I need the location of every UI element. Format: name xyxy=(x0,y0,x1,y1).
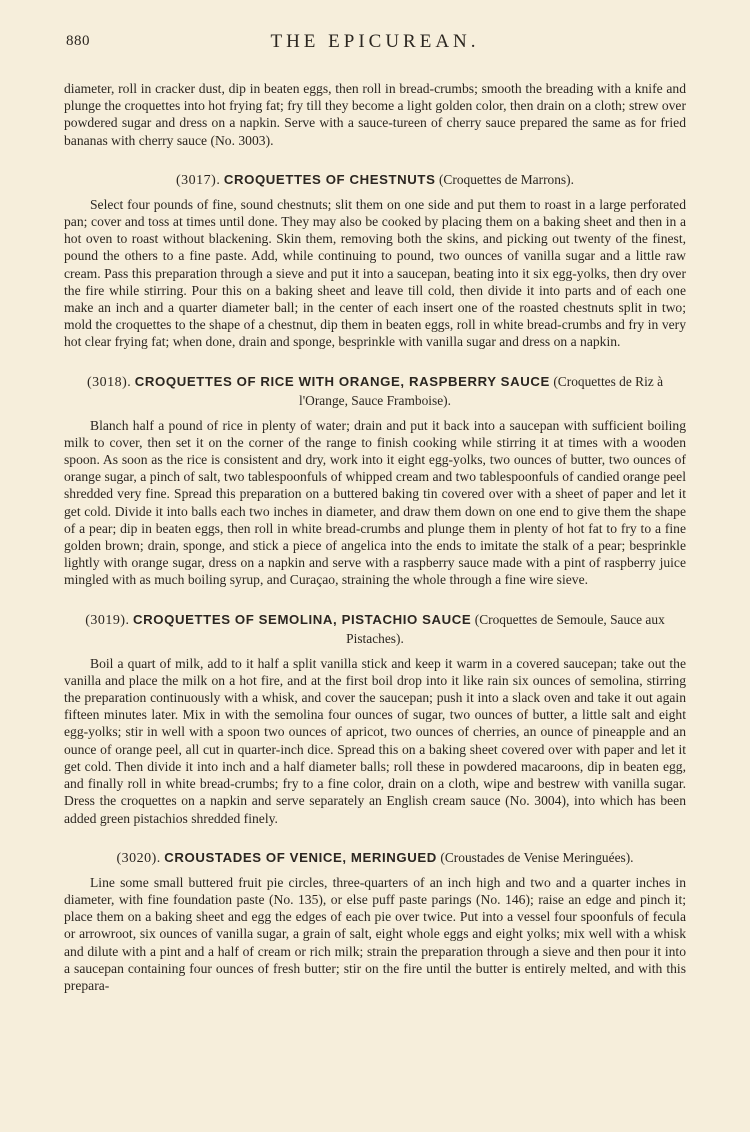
recipe-number: (3018). xyxy=(86,374,132,390)
recipe-text: Select four pounds of fine, sound chestnuts; slit them on one side and put them to roast in a large perforated pan; cover and toss at times until done. They may also be cooked by placing them on a baking sheet and then in a hot oven to roast without blackening. Skin them, removing both the skins, and picking out twenty of the finest, pound the others to a fine paste. Add, while continuing to pound, two ounces of vanilla sugar and a little raw cream. Pass this preparation through a sieve and put it into a saucepan, beating into it six egg-yolks, then dry over the fire while stirring. Pour this on a baking sheet and leave till cold, then divide it into parts and of each one make an inch and a quarter diameter ball; in the center of each insert one of the roasted chestnuts split in two; mold the croquettes to the shape of a chestnut, dip them in beaten eggs, roll in white bread-crumbs and fry in very hot clear frying fat; when done, drain and sponge, besprinkle with vanilla sugar and dress on a napkin. xyxy=(64,196,686,350)
recipe-3018 xyxy=(64,373,686,589)
page-number: 880 xyxy=(66,33,90,49)
recipe-text: Line some small buttered fruit pie circles, three-quarters of an inch high and two and a quarter inches in diameter, with fine foundation paste (No. 135), or else puff paste parings (No. 146); raise an edge and pinch it; place them on a baking sheet and egg the edges of each pie over twice. Put into a vessel four spoonfuls of fecula or arrowroot, six ounces of vanilla sugar, a grain of salt, eight whole eggs and eight yolks; mix well with a whisk and dilute with a pint and a half of cream or rich milk; strain the preparation through a sieve and then pour it into a saucepan containing four ounces of fresh butter; stir on the fire until the butter is entirely melted, and with this prepara- xyxy=(64,874,686,993)
recipe-number: (3017). xyxy=(176,172,221,188)
recipe-title: CROUSTADES OF VENICE, MERINGUED xyxy=(164,849,437,865)
recipe-french-title: (Croquettes de Semoule, Sauce aux Pistaches). xyxy=(346,611,665,646)
recipe-heading xyxy=(64,849,686,868)
running-title: THE EPICUREAN. xyxy=(270,31,480,52)
recipe-number: (3020). xyxy=(116,850,161,866)
recipe-heading xyxy=(64,171,686,190)
recipe-title: CROQUETTES OF RICE WITH ORANGE, RASPBERRY SAUCE xyxy=(134,373,550,389)
recipe-french-title: (Croquettes de Riz à l'Orange, Sauce Framboise). xyxy=(299,373,664,408)
recipe-heading xyxy=(64,611,686,649)
recipe-french-title: (Croquettes de Marrons). xyxy=(438,171,574,187)
page-body xyxy=(64,80,686,994)
recipe-french-title: (Croustades de Venise Meringuées). xyxy=(440,849,634,865)
recipe-3019 xyxy=(64,611,686,827)
recipe-3017 xyxy=(64,171,686,351)
recipe-heading xyxy=(64,373,686,411)
recipe-title: CROQUETTES OF CHESTNUTS xyxy=(223,171,436,187)
recipe-3020 xyxy=(64,849,686,994)
recipe-text: Boil a quart of milk, add to it half a split vanilla stick and keep it warm in a covered saucepan; take out the vanilla and place the milk on a hot fire, and at the first boil drop into it like rain six ounces of semolina, stirring the preparation continuously with a whisk, and cover the saucepan; push it into a slack oven and take it out again fifteen minutes later. Mix in with the semolina four ounces of sugar, two ounces of butter, a little salt and eight egg-yolks; stir in well with a spoon two ounces of apricot, two ounces of cherries, an ounce of pineapple and an ounce of orange peel, all cut in quarter-inch dice. Spread this on a baking sheet covered over with paper and let it get cold. Then divide it into inch and a half diameter balls; roll these in powdered macaroons, dip in beaten egg, and finally roll in white bread-crumbs; fry to a fine color, drain on a cloth, wipe and bestrew with vanilla sugar. Dress the croquettes on a napkin and serve separately an English cream sauce (No. 3004), into which has been added green pistachios shredded finely. xyxy=(64,655,686,826)
continued-paragraph: diameter, roll in cracker dust, dip in beaten eggs, then roll in bread-crumbs; smooth the breading with a knife and plunge the croquettes into hot frying fat; fry till they become a light golden color, then drain on a cloth; strew over powdered sugar and dress on a napkin. Serve with a sauce-tureen of cherry sauce prepared the same as for fried bananas with cherry sauce (No. 3003). xyxy=(64,81,686,148)
recipe-title: CROQUETTES OF SEMOLINA, PISTACHIO SAUCE xyxy=(133,611,472,627)
recipe-number: (3019). xyxy=(85,612,130,628)
recipe-text: Blanch half a pound of rice in plenty of water; drain and put it back into a saucepan with sufficient boiling milk to cover, then set it on the corner of the range to finish cooking while stirring it at times with a wooden spoon. As soon as the rice is consistent and dry, work into it eight egg-yolks, two ounces of butter, two ounces of orange sugar, a pinch of salt, two tablespoonfuls of whipped cream and two tablespoonfuls of candied orange peel shredded very fine. Spread this preparation on a buttered baking tin covered over with a sheet of paper and let it get cold. Divide it into balls each two inches in diameter, and draw them down on one end to give them the shape of a pear; dip in beaten eggs, then roll in white bread-crumbs and plunge them in plenty of hot fat to fry to a fine golden brown; drain, sponge, and stick a piece of angelica into the ends to imitate the stalk of a pear; besprinkle lightly with orange sugar, dress on a napkin and serve with a raspberry sauce made with a pint of raspberry juice mingled with as much boiling syrup, and Curaçao, straining the whole through a fine wire sieve. xyxy=(64,417,686,588)
